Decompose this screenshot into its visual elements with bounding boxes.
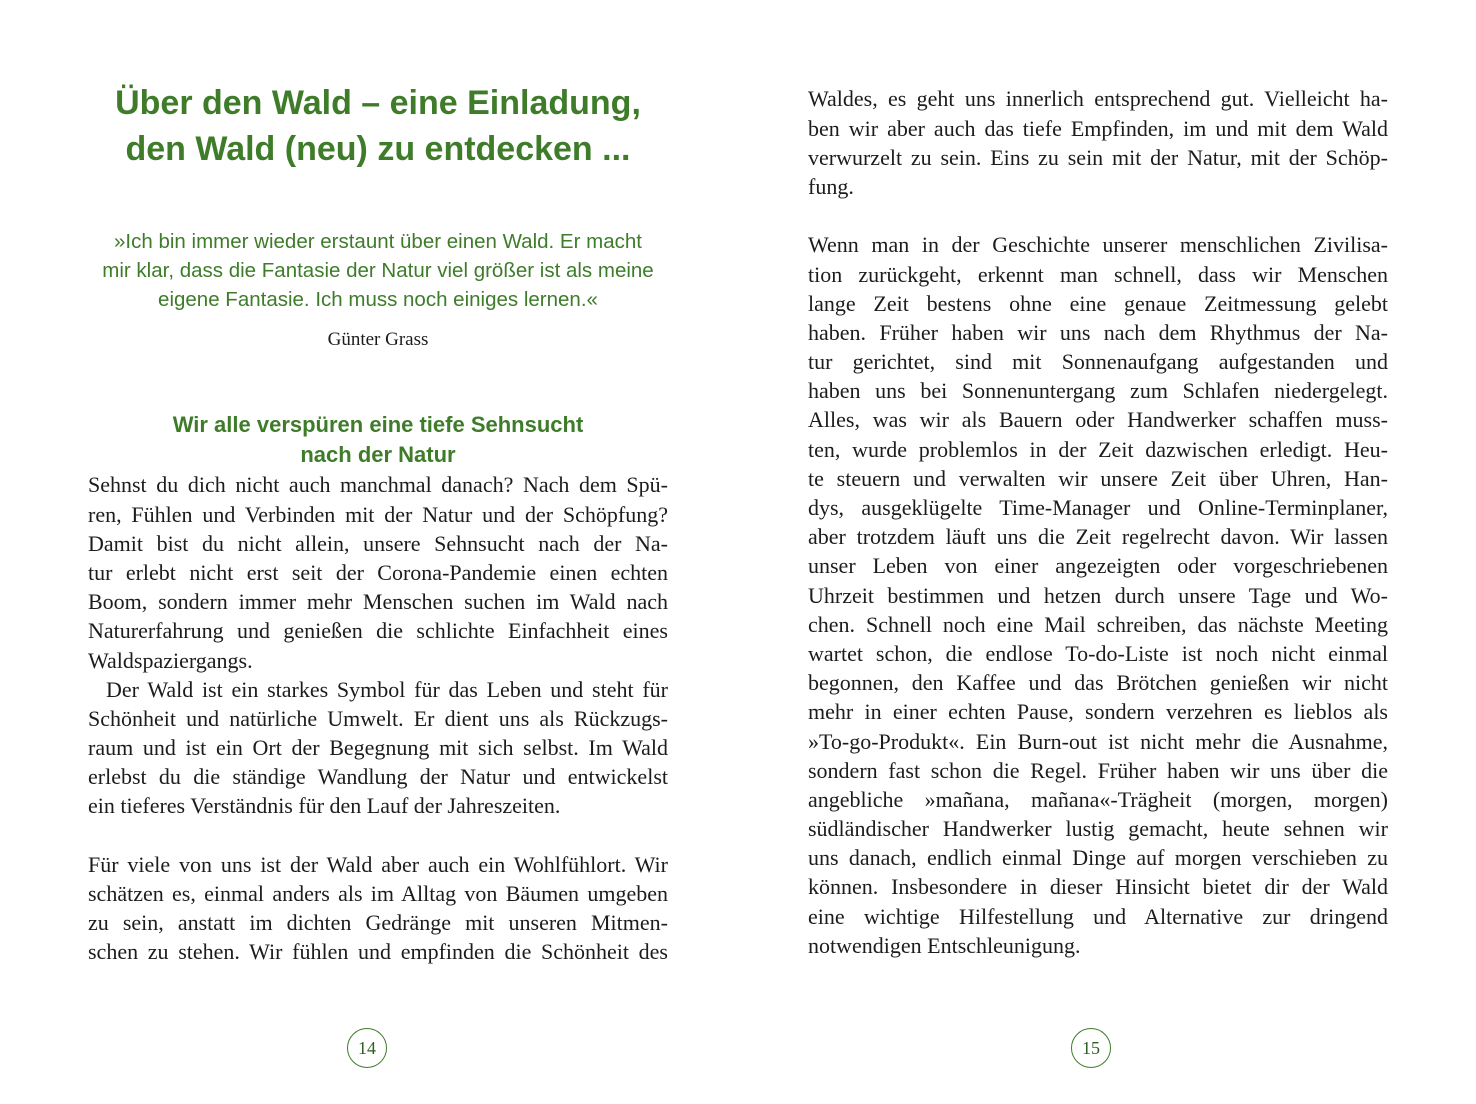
text-line: »To-go-Produkt«. Ein Burn-out ist nicht mehr die Ausnahme, [808, 728, 1388, 754]
text-line: eine wichtige Hilfestellung und Alternative zur dringend [808, 903, 1388, 929]
text-line: Naturerfahrung und genießen die schlichte Einfachheit eines [88, 618, 668, 644]
paragraph [808, 84, 1388, 201]
text-line: zu sein, anstatt im dichten Gedränge mit unseren Mitmen- [88, 910, 668, 936]
text-line: können. Insbesondere in dieser Hinsicht bietet dir der Wald [808, 874, 1388, 900]
chapter-title-line: den Wald (neu) zu entdecken ... [125, 130, 631, 168]
paragraph [88, 850, 668, 967]
epigraph-line: mir klar, dass die Fantasie der Natur viel größer ist als meine [102, 258, 654, 282]
text-line: ein tieferes Verständnis für den Lauf der Jahreszeiten. [88, 793, 561, 819]
text-line: tur gerichtet, sind mit Sonnenaufgang aufgestanden und [808, 349, 1388, 375]
text-line: haben uns bei Sonnenuntergang zum Schlafen niedergelegt. [808, 378, 1388, 404]
text-line: chen. Schnell noch eine Mail schreiben, das nächste Meeting [808, 611, 1388, 637]
epigraph-quote [88, 227, 668, 314]
section-heading-line: Wir alle verspüren eine tiefe Sehnsucht [172, 412, 584, 437]
text-line: Damit bist du nicht allein, unsere Sehnsucht nach der Na- [88, 530, 668, 556]
text-line: Boom, sondern immer mehr Menschen suchen im Wald nach [88, 589, 668, 615]
paragraph [88, 470, 668, 674]
text-line: fung. [808, 173, 854, 199]
text-line: aber trotzdem läuft uns die Zeit regelrecht davon. Wir lassen [808, 524, 1388, 550]
text-line: Für viele von uns ist der Wald aber auch ein Wohlfühlort. Wir [88, 851, 668, 877]
page-number: 14 [347, 1028, 387, 1068]
text-line: verwurzelt zu sein. Eins zu sein mit der Natur, mit der Schöp- [808, 144, 1388, 170]
page-number: 15 [1071, 1028, 1111, 1068]
epigraph-line: »Ich bin immer wieder erstaunt über einen Wald. Er macht [114, 229, 642, 253]
right-page [738, 0, 1476, 1104]
text-line: mehr in einer echten Pause, sondern verzehren es lieblos als [808, 699, 1388, 725]
text-line: wartet schon, die endlose To-do-Liste ist noch nicht einmal [808, 640, 1388, 666]
text-line: haben. Früher haben wir uns nach dem Rhythmus der Na- [808, 319, 1388, 345]
epigraph-line: eigene Fantasie. Ich muss noch einiges lernen.« [158, 287, 598, 311]
body-text [808, 84, 1388, 960]
text-line: erlebst du die ständige Wandlung der Natur und entwickelst [88, 764, 668, 790]
text-line: dys, ausgeklügelte Time-Manager und Online-Terminplaner, [808, 495, 1388, 521]
text-line: notwendigen Entschleunigung. [808, 932, 1081, 958]
body-text [88, 470, 668, 966]
text-line: lange Zeit bestens ohne eine genaue Zeitmessung gelebt [808, 290, 1388, 316]
text-line: südländischer Handwerker lustig gemacht, heute sehnen wir [808, 816, 1388, 842]
text-line: raum und ist ein Ort der Begegnung mit sich selbst. Im Wald [88, 735, 668, 761]
chapter-title-line: Über den Wald – eine Einladung, [115, 84, 641, 122]
text-line: Uhrzeit bestimmen und hetzen durch unsere Tage und Wo- [808, 582, 1388, 608]
section-heading [88, 410, 668, 470]
text-line: tur erlebt nicht erst seit der Corona-Pandemie einen echten [88, 559, 668, 585]
paragraph [88, 675, 668, 821]
text-line: schätzen es, einmal anders als im Alltag von Bäumen umgeben [88, 881, 668, 907]
text-line: begonnen, den Kaffee und das Brötchen genießen wir nicht [808, 670, 1388, 696]
text-line: te steuern und verwalten wir unsere Zeit über Uhren, Han- [808, 465, 1388, 491]
chapter-title [88, 80, 668, 172]
text-line: Waldes, es geht uns innerlich entsprechend gut. Vielleicht ha- [808, 86, 1388, 112]
text-line: angebliche »mañana, mañana«-Trägheit (morgen, morgen) [808, 786, 1388, 812]
text-line: uns danach, endlich einmal Dinge auf morgen verschieben zu [808, 845, 1388, 871]
text-line: Wenn man in der Geschichte unserer menschlichen Zivilisa- [808, 232, 1388, 258]
section-heading-line: nach der Natur [300, 442, 456, 467]
text-line: schen zu stehen. Wir fühlen und empfinden die Schönheit des [88, 939, 668, 965]
text-line: ben wir aber auch das tiefe Empfinden, im und mit dem Wald [808, 115, 1388, 141]
text-line: Schönheit und natürliche Umwelt. Er dient uns als Rückzugs- [88, 705, 668, 731]
paragraph [808, 230, 1388, 960]
text-line: ten, wurde problemlos in der Zeit dazwischen erledigt. Heu- [808, 436, 1388, 462]
text-line: Waldspaziergangs. [88, 647, 253, 673]
text-line: ren, Fühlen und Verbinden mit der Natur und der Schöpfung? [88, 501, 668, 527]
text-line: unser Leben von einer angezeigten oder vorgeschriebenen [808, 553, 1388, 579]
text-line: sondern fast schon die Regel. Früher haben wir uns über die [808, 757, 1388, 783]
epigraph-author: Günter Grass [327, 329, 429, 350]
text-line: tion zurückgeht, erkennt man schnell, dass wir Menschen [808, 261, 1388, 287]
text-line: Alles, was wir als Bauern oder Handwerker schaffen muss- [808, 407, 1388, 433]
text-line: Sehnst du dich nicht auch manchmal danach? Nach dem Spü- [88, 472, 668, 498]
text-line: Der Wald ist ein starkes Symbol für das Leben und steht für [106, 676, 668, 702]
